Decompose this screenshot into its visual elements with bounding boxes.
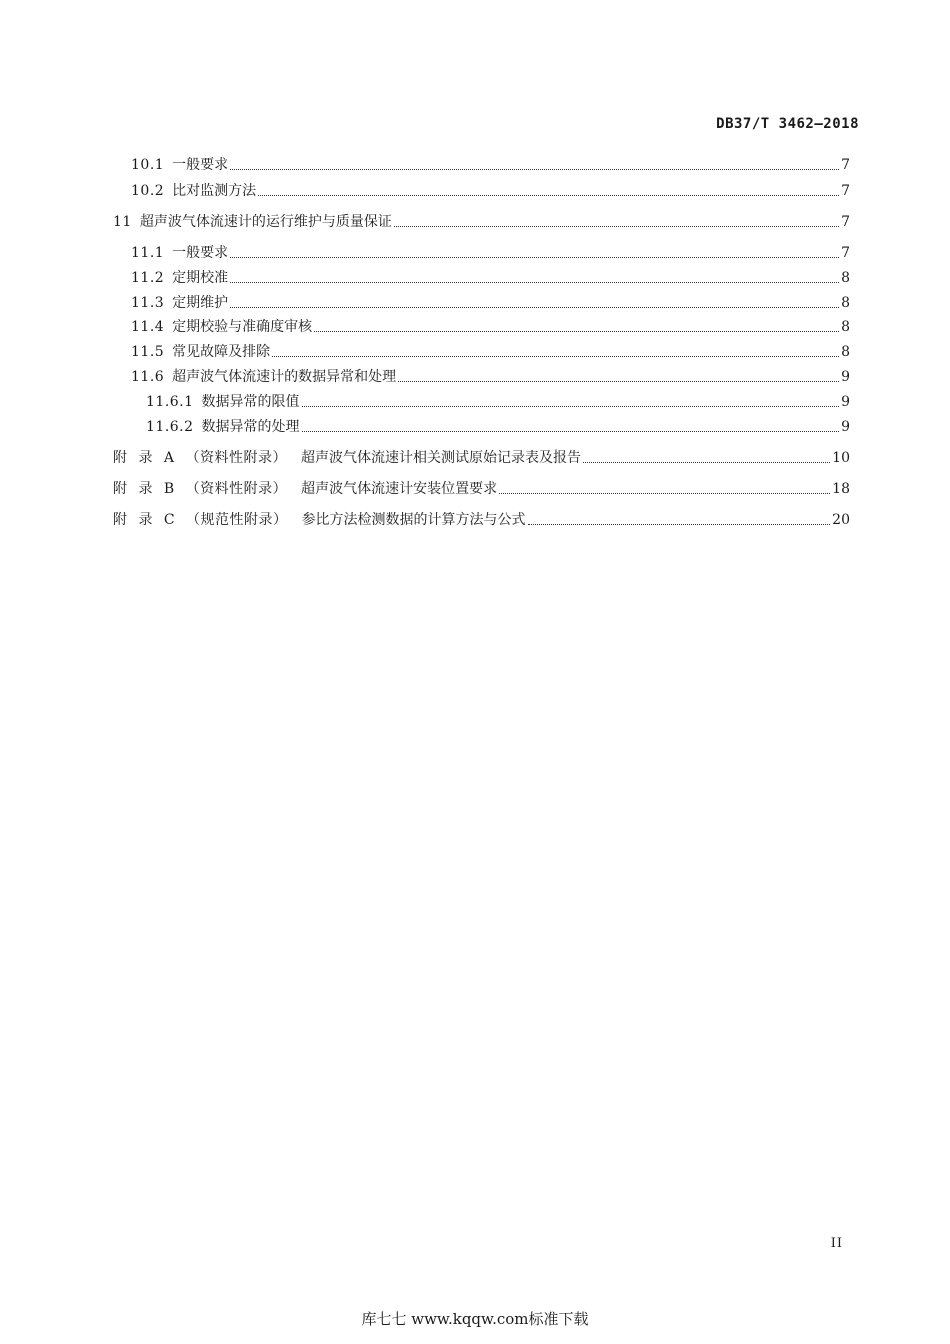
toc-leader-dots [528,523,831,525]
toc-entry-page: 20 [832,512,850,528]
toc-entry[interactable] [131,269,850,287]
toc-entry-number: 11.6.2 [146,419,194,435]
toc-entry[interactable] [131,156,850,174]
toc-entry-page: 10 [832,450,850,466]
toc-entry[interactable] [131,368,850,386]
toc-appendix-label: 附 录 C （规范性附录） [113,512,288,528]
toc-leader-dots [230,281,839,283]
toc-entry-title: 定期校验与准确度审核 [172,319,313,335]
toc-entry-appendix[interactable] [113,511,850,529]
toc-entry-number: 10.2 [131,183,165,199]
toc-entry-title: 比对监测方法 [172,183,257,199]
toc-appendix-label: 附 录 B （资料性附录） [113,481,288,497]
toc-entry-number: 11.2 [131,270,165,286]
toc-entry-appendix[interactable] [113,449,850,467]
toc-entry-page: 7 [841,214,850,230]
toc-leader-dots [258,194,839,196]
toc-entry[interactable] [146,393,850,411]
toc-entry[interactable] [113,213,850,231]
toc-entry-page: 8 [841,319,850,335]
toc-entry-number: 11.6.1 [146,394,194,410]
toc-appendix-label: 附 录 A （资料性附录） [113,450,287,466]
toc-entry[interactable] [131,294,850,312]
toc-leader-dots [230,306,839,308]
toc-entry-title: 超声波气体流速计的数据异常和处理 [172,369,397,385]
toc-entry-title: 常见故障及排除 [172,344,271,360]
toc-entry-number: 11.1 [131,245,165,261]
toc-entry-page: 9 [841,369,850,385]
toc-entry-title: 定期校准 [172,270,229,286]
toc-entry-appendix[interactable] [113,480,850,498]
document-code: DB37/T 3462—2018 [716,116,859,132]
toc-entry-number: 11.4 [131,319,165,335]
toc-leader-dots [398,380,839,382]
toc-entry-title: 参比方法检测数据的计算方法与公式 [301,512,526,528]
toc-entry-number: 11.3 [131,295,165,311]
toc-entry-page: 7 [841,157,850,173]
toc-leader-dots [230,168,839,170]
toc-entry[interactable] [131,318,850,336]
toc-entry[interactable] [131,343,850,361]
toc-entry-page: 8 [841,295,850,311]
toc-entry-number: 11.5 [131,344,165,360]
toc-entry-title: 一般要求 [172,245,229,261]
toc-entry[interactable] [131,244,850,262]
toc-leader-dots [583,461,830,463]
toc-entry-title: 数据异常的处理 [201,419,300,435]
toc-entry-page: 9 [841,394,850,410]
footer-watermark: 库七七 www.kqqw.com标准下载 [361,1310,589,1328]
toc-entry-title: 一般要求 [172,157,229,173]
toc-leader-dots [499,492,830,494]
toc-entry-number: 11 [113,214,132,230]
toc-entry-title: 定期维护 [172,295,229,311]
toc-entry[interactable] [146,418,850,436]
toc-entry-title: 超声波气体流速计相关测试原始记录表及报告 [300,450,581,466]
toc-entry-page: 7 [841,183,850,199]
toc-entry-title: 超声波气体流速计安装位置要求 [301,481,498,497]
toc-leader-dots [394,225,839,227]
toc-entry[interactable] [131,182,850,200]
toc-entry-page: 8 [841,270,850,286]
page-number: II [830,1236,843,1251]
toc-entry-page: 9 [841,419,850,435]
toc-leader-dots [314,330,839,332]
toc-entry-number: 10.1 [131,157,165,173]
toc-entry-title: 超声波气体流速计的运行维护与质量保证 [139,214,392,230]
toc-entry-page: 7 [841,245,850,261]
toc-entry-number: 11.6 [131,369,165,385]
toc-leader-dots [302,405,840,407]
toc-leader-dots [230,256,839,258]
toc-entry-page: 18 [832,481,850,497]
toc-entry-title: 数据异常的限值 [201,394,300,410]
toc-leader-dots [272,355,839,357]
toc-leader-dots [302,430,840,432]
toc-entry-page: 8 [841,344,850,360]
